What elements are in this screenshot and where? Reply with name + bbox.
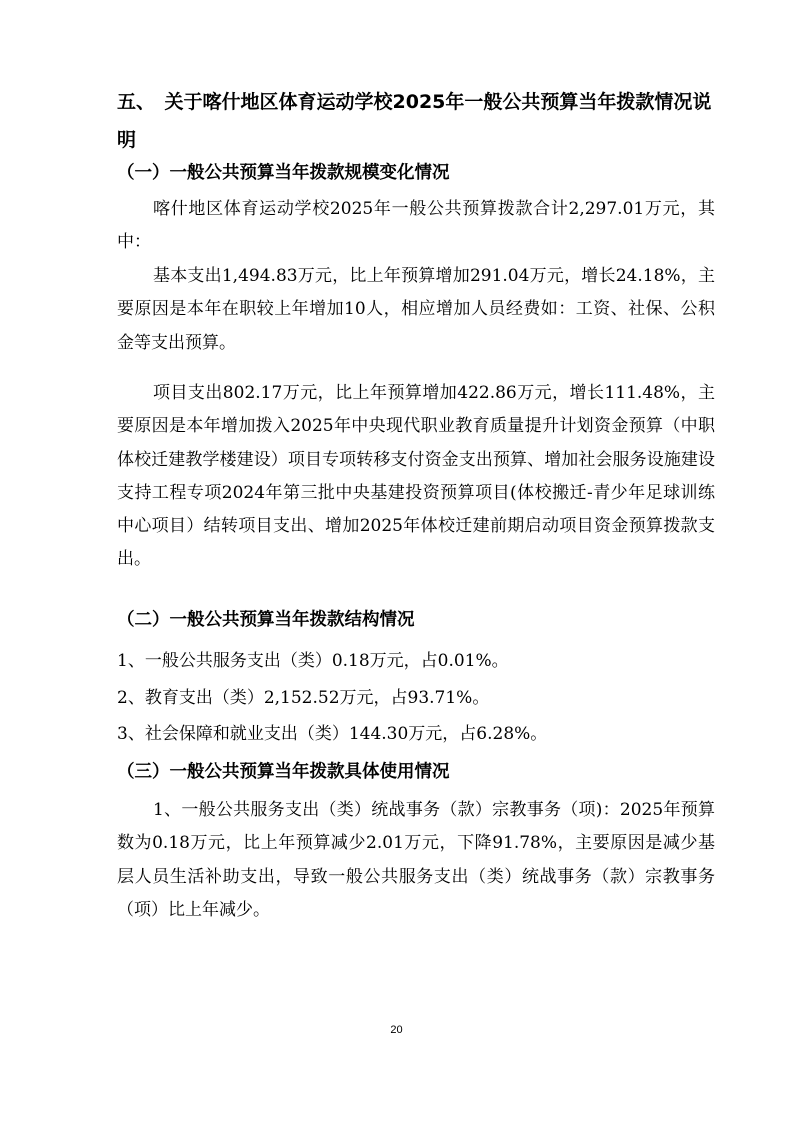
paragraph-general-public-service: 1、一般公共服务支出（类）统战事务（款）宗教事务（项)：2025年预算数为0.18万元，比上年预算减少2.01万元，下降91.78%，主要原因是减少基层人员生活补助支出，导致一般公共服务支出（类）统战事务（款）宗教事务（项）比上年减少。 [117,800,715,920]
list-item: 1、一般公共服务支出（类）0.18万元，占0.01%。 [117,651,509,671]
subsection-heading-1: （一）一般公共预算当年拨款规模变化情况 [117,163,450,183]
subsection-heading-2: （二）一般公共预算当年拨款结构情况 [117,610,415,630]
list-item: 2、教育支出（类）2,152.52万元，占93.71%。 [117,688,490,708]
paragraph-basic-expenditure: 基本支出1,494.83万元，比上年预算增加291.04万元，增长24.18%，主要原因是本年在职较上年增加10人，相应增加人员经费如：工资、社保、公积金等支出预算。 [117,266,715,353]
paragraph-project-expenditure: 项目支出802.17万元，比上年预算增加422.86万元，增长111.48%，主要原因是本年增加拨入2025年中央现代职业教育质量提升计划资金预算（中职体校迁建教学楼建设）项目专项转移支付资金支出预算、增加社会服务设施建设支持工程专项2024年第三批中央基建投资预算项目(体校搬迁-青少年足球训练中心项目）结转项目支出、增加2025年体校迁建前期启动项目资金预算拨款支出。 [117,383,715,570]
page-number: 20 [390,1024,403,1036]
subsection-heading-3: （三）一般公共预算当年拨款具体使用情况 [117,762,450,782]
paragraph-total: 喀什地区体育运动学校2025年一般公共预算拨款合计2,297.01万元，其中： [117,199,715,253]
list-item: 3、社会保障和就业支出（类）144.30万元，占6.28%。 [117,724,548,744]
section-title: 五、 关于喀什地区体育运动学校2025年一般公共预算当年拨款情况说明 [117,91,712,151]
